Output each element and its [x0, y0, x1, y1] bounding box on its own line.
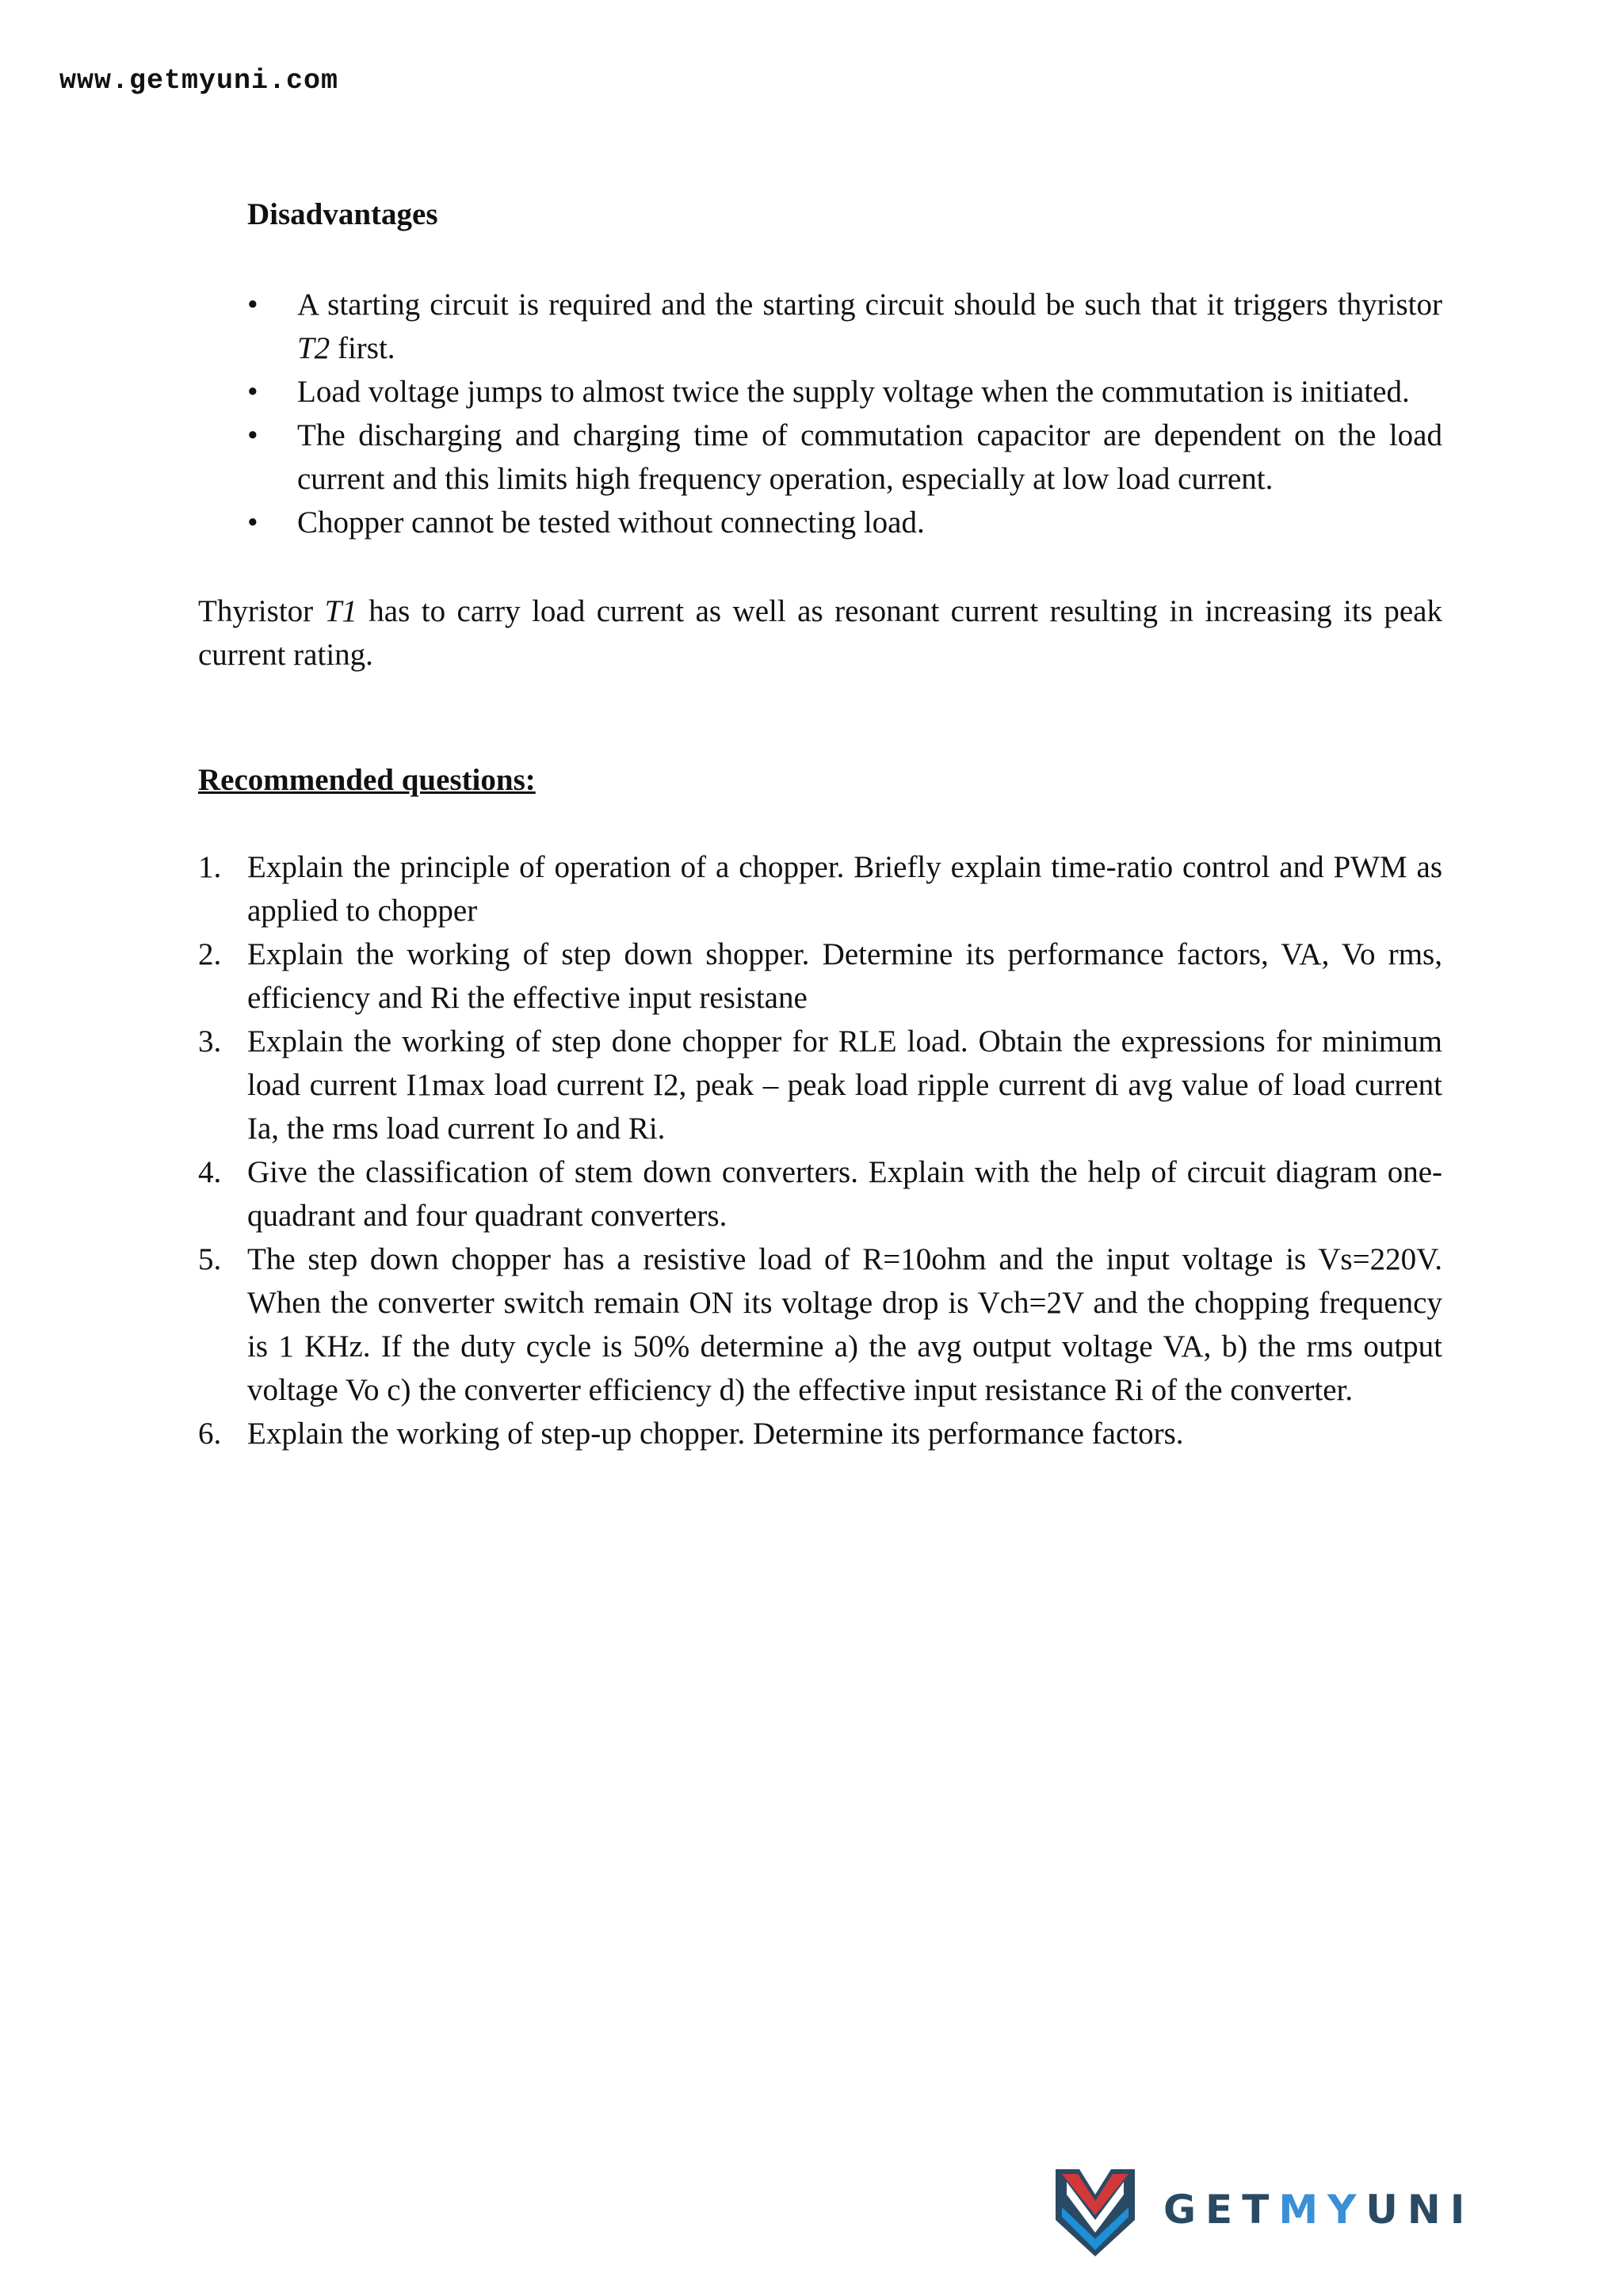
list-item: [198, 1238, 1442, 1412]
question-number: 6.: [198, 1417, 222, 1451]
list-item: • Load voltage jumps to almost twice the supply voltage when the commutation is initiated.: [247, 370, 1442, 414]
list-item: [198, 1150, 1442, 1238]
question-text: Explain the principle of operation of a chopper. Briefly explain time-ratio control and PWM as applied to chopper: [247, 850, 1442, 928]
question-text: Explain the working of step done chopper for RLE load. Obtain the expressions for minimum load current I1max load current I2, peak – peak load ripple current di avg value of load current Ia, the rms load current Io and Ri.: [247, 1024, 1442, 1146]
question-text: Give the classification of stem down converters. Explain with the help of circuit diagram one-quadrant and four quadrant converters.: [247, 1155, 1442, 1233]
list-item: • The discharging and charging time of commutation capacitor are dependent on the load current and this limits high frequency operation, especially at low load current.: [247, 414, 1442, 501]
bullet: •: [247, 288, 258, 322]
getmyuni-logo-icon: [1056, 2163, 1135, 2256]
question-number: 1.: [198, 850, 222, 884]
list-item: [198, 1412, 1442, 1455]
list-item: [198, 933, 1442, 1020]
disadvantages-list: [247, 283, 1442, 544]
disadvantages-heading: Disadvantages: [247, 197, 438, 231]
site-url: www.getmyuni.com: [59, 65, 339, 97]
list-item: [198, 845, 1442, 933]
bullet: •: [247, 505, 258, 540]
question-number: 5.: [198, 1242, 222, 1276]
question-text: Explain the working of step-up chopper. Determine its performance factors.: [247, 1417, 1184, 1451]
list-item: • A starting circuit is required and the starting circuit should be such that it triggers thyristor T2 first.: [247, 283, 1442, 370]
list-item: • Chopper cannot be tested without connecting load.: [247, 501, 1442, 544]
question-number: 2.: [198, 937, 222, 971]
getmyuni-logo: [1056, 2158, 1475, 2261]
questions-list: [198, 845, 1442, 1455]
recommended-questions-heading: Recommended questions:: [198, 763, 536, 797]
getmyuni-logo-text: GETMYUNI: [1163, 2187, 1475, 2233]
bullet: •: [247, 375, 258, 409]
list-item: [198, 1020, 1442, 1150]
question-text: Explain the working of step down shopper. Determine its performance factors, VA, Vo rms, efficiency and Ri the effective input resistane: [247, 937, 1442, 1015]
thyristor-note: Thyristor T1 has to carry load current as well as resonant current resulting in increasing its peak current rating.: [198, 594, 1442, 672]
question-number: 4.: [198, 1155, 222, 1189]
bullet: •: [247, 418, 258, 452]
question-text: The step down chopper has a resistive load of R=10ohm and the input voltage is Vs=220V. When the converter switch remain ON its voltage drop is Vch=2V and the chopping frequency is 1 KHz. If the duty cycle is 50% determine a) the avg output voltage VA, b) the rms output voltage Vo c) the converter efficiency d) the effective input resistance Ri of the converter.: [247, 1242, 1442, 1407]
question-number: 3.: [198, 1024, 222, 1058]
